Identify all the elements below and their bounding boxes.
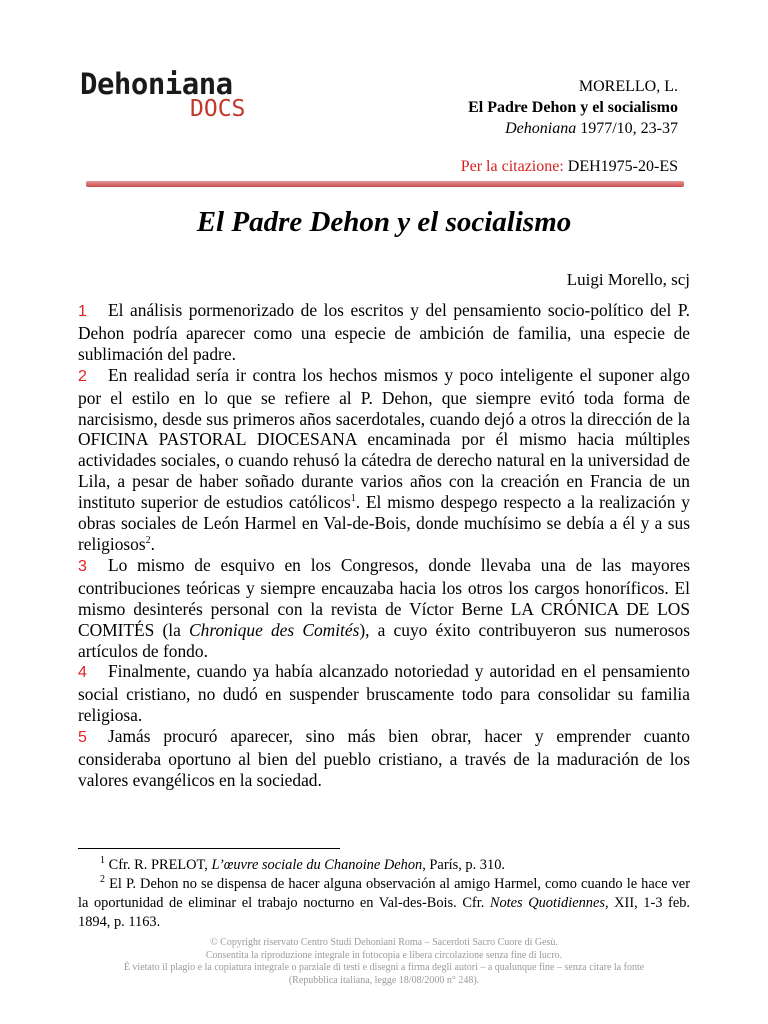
paragraph-text: ), a cuyo éxito contribuyeron sus numerosos artículos de fondo. (78, 619, 690, 661)
citation-code: DEH1975-20-ES (563, 158, 678, 175)
dehoniana-logo (80, 67, 246, 122)
logo-sub-text: DOCS (190, 96, 246, 122)
paragraph-text: Lo mismo de esquivo en los Congresos, donde llevaba una de las mayores contribuciones teóricas y siempre encauzaba hacia los otros los cargos honoríficos. El mismo desinterés personal con la revista de Víctor Berne LA CRÓNICA DE LOS COMITÉS (la (78, 554, 690, 640)
paragraph-number: 3 (78, 557, 87, 575)
header-title: El Padre Dehon y el socialismo (468, 99, 678, 116)
footnote-2 (78, 875, 690, 932)
footnote-text: El P. Dehon no se dispensa de hacer alguna observación al amigo Harmel, como cuando le hace ver la oportunidad de eliminar el trabajo nocturno en Val-des-Bois. Cfr. (78, 876, 690, 911)
copyright-line: © Copyright riservato Centro Studi Dehoniani Roma – Sacerdoti Sacro Cuore di Gesù. (210, 937, 558, 948)
paragraph-5 (78, 726, 690, 791)
copyright-line: Consentita la riproduzione integrale in fotocopia e libera circolazione senza fine di lucro. (205, 949, 563, 961)
paragraph-number: 1 (78, 303, 87, 320)
document-title: El Padre Dehon y el socialismo (196, 206, 572, 238)
footnote-1 (78, 856, 690, 875)
paragraph-text: En realidad sería ir contra los hechos mismos y poco inteligente el suponer algo por el estilo en lo que se refiere al P. Dehon, que siempre evitó toda forma de narcisismo, desde sus primeros años sacerdotales, cuando dejó a otros la dirección de la OFICINA PASTORAL DIOCESANA encaminada por él mismo hacia múltiples actividades sociales, o cuando rehusó la cátedra de derecho natural en la universidad de Lila, a pesar de haber soñado durante varios años con la creación en Francia de un instituto superior de estudios católicos (78, 364, 690, 513)
reference-header (468, 76, 678, 139)
header-author: MORELLO, L. (578, 78, 678, 95)
paragraph-number: 2 (78, 367, 87, 385)
paragraph-1 (78, 300, 690, 365)
citation-label: Per la citazione: (460, 158, 564, 175)
footnote-number: 2 (100, 874, 105, 886)
footnote-ref-1[interactable]: 1 (350, 493, 356, 505)
header-journal: Dehoniana (505, 120, 577, 137)
paragraph-number: 5 (78, 729, 87, 747)
footnote-italic: Notes Quotidiennes (489, 895, 605, 911)
paragraph-3 (78, 555, 690, 662)
footnote-ref-2[interactable]: 2 (145, 535, 151, 547)
header-source (468, 118, 678, 139)
logo-main-text: Dehoniana (80, 67, 233, 101)
paragraph-2 (78, 365, 690, 555)
paragraph-text: Jamás procuró aparecer, sino más bien obrar, hacer y emprender cuanto consideraba oportuno al bien del pueblo cristiano, a través de la maduración de los valores evangélicos en la sociedad. (78, 726, 690, 790)
document-author: Luigi Morello, scj (566, 270, 690, 289)
copyright-line: È vietato il plagio e la copiatura integrale o parziale di testi e disegni a firma degli autori – a qualunque fine – senza citare la fonte (123, 962, 645, 973)
footnote-divider (78, 848, 340, 849)
paragraph-text: . El mismo despego respecto a la realización y obras sociales de León Harmel en Val-de-Bois, donde muchísimo se debía a él y a sus religiosos (78, 492, 690, 554)
copyright-line: (Repubblica italiana, legge 18/08/2000 n° 248). (288, 974, 480, 986)
header-divider (86, 181, 684, 187)
footnote-text: , XII, 1-3 feb. 1894, p. 1163. (78, 895, 690, 930)
copyright-notice (0, 937, 768, 987)
paragraph-text: Finalmente, cuando ya había alcanzado notoriedad y autoridad en el pensamiento social cristiano, no dudó en suspender bruscamente todo para consolidar su familia religiosa. (78, 661, 690, 726)
paragraph-number: 4 (78, 664, 87, 682)
footnote-text: Cfr. R. PRELOT, (105, 857, 212, 873)
footnote-text: , París, p. 310. (422, 857, 505, 873)
footnote-italic: L’œuvre sociale du Chanoine Dehon (211, 857, 423, 873)
footnotes (78, 856, 690, 932)
paragraph-italic: Chronique des Comités (189, 619, 360, 640)
paragraph-text: . (150, 533, 155, 554)
document-body (78, 300, 690, 791)
footnote-number: 1 (100, 855, 105, 867)
paragraph-text: El análisis pormenorizado de los escritos y del pensamiento socio-político del P. Dehon podría aparecer como una especie de ambición de familia, una especie de sublimación del padre. (78, 300, 690, 364)
citation-line (461, 156, 678, 177)
paragraph-4 (78, 661, 690, 726)
header-issue: 1977/10, 23-37 (576, 120, 678, 137)
